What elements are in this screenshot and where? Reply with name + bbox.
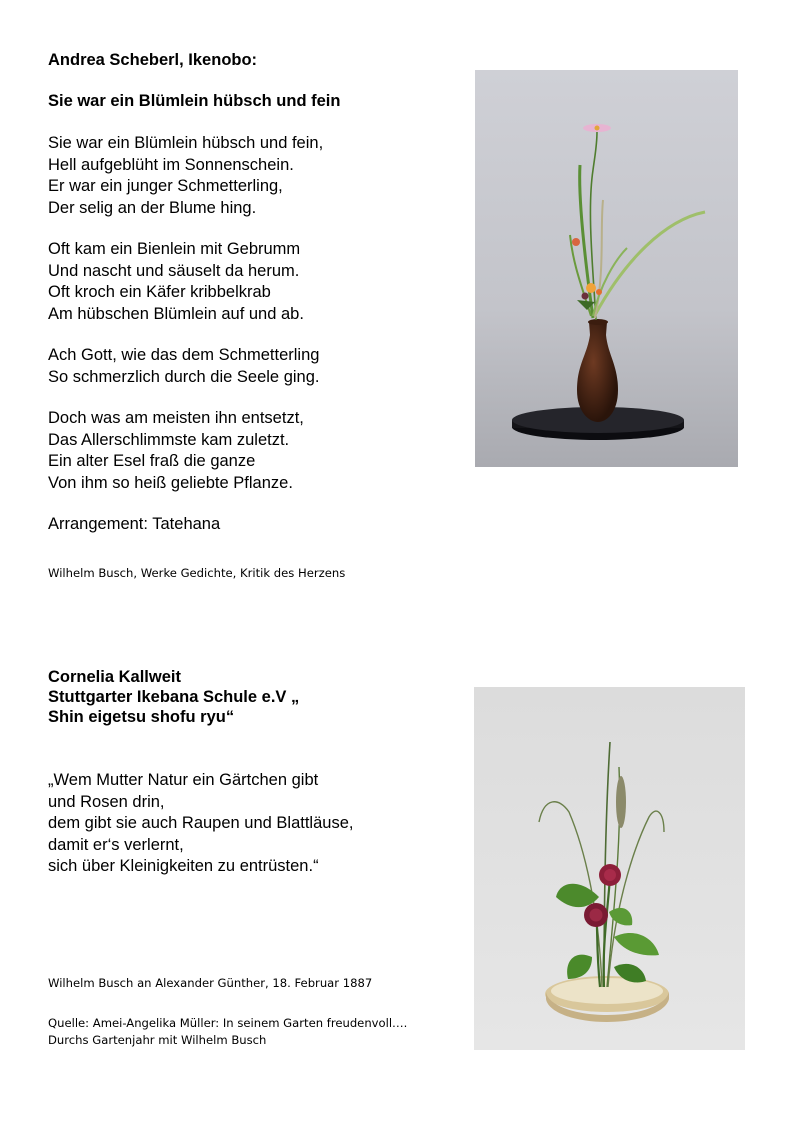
poem-line: Hell aufgeblüht im Sonnenschein.	[48, 155, 294, 174]
arrangement-note	[48, 514, 340, 536]
poem-line: Der selig an der Blume hing.	[48, 198, 257, 217]
heading-line: Stuttgarter Ikebana Schule e.V „	[48, 688, 300, 706]
poem-line: So schmerzlich durch die Seele ging.	[48, 367, 320, 386]
quote-line: sich über Kleinigkeiten zu entrüsten.“	[48, 857, 319, 875]
poem-line: Er war ein junger Schmetterling,	[48, 177, 283, 195]
poem	[48, 133, 340, 536]
poem-line: Das Allerschlimmste kam zuletzt.	[48, 430, 290, 449]
heading-line: Shin eigetsu shofu ryu“	[48, 708, 235, 726]
poem-line: Oft kam ein Bienlein mit Gebrumm	[48, 240, 301, 258]
poem-line: Von ihm so heiß geliebte Pflanze.	[48, 473, 293, 492]
stanza	[48, 345, 340, 388]
poem-line: Ein alter Esel fraß die ganze	[48, 452, 256, 470]
quote-line: „Wem Mutter Natur ein Gärtchen gibt	[48, 771, 319, 789]
stanza	[48, 408, 340, 494]
stanza	[48, 133, 340, 219]
poem-line: Doch was am meisten ihn entsetzt,	[48, 409, 304, 427]
rose-upper	[599, 864, 621, 886]
quote-source: Wilhelm Busch an Alexander Günther, 18. Februar 1887	[48, 976, 373, 990]
stanza	[48, 239, 340, 325]
section-2	[48, 667, 353, 878]
poem-line: Und nascht und säuselt da herum.	[48, 261, 300, 280]
rose-lower	[584, 903, 608, 927]
quote-line: damit er‘s verlernt,	[48, 835, 184, 854]
quote-line: dem gibt sie auch Raupen und Blattläuse,	[48, 814, 354, 832]
reference-line: Quelle: Amei-Angelika Müller: In seinem Garten freudenvoll….	[48, 1016, 408, 1030]
author-heading: Andrea Scheberl, Ikenobo:	[48, 51, 258, 69]
reference	[48, 1015, 407, 1049]
poem-source: Wilhelm Busch, Werke Gedichte, Kritik des Herzens	[48, 566, 346, 580]
rose-arrangement-photo	[474, 687, 745, 1050]
section-1	[48, 50, 340, 536]
poem-title: Sie war ein Blümlein hübsch und fein	[48, 92, 341, 110]
author-heading	[48, 667, 353, 727]
tatehana-photo	[475, 70, 738, 467]
quote-line: und Rosen drin,	[48, 792, 165, 811]
cosmos-flower	[583, 124, 611, 132]
quote	[48, 770, 353, 878]
poem-line: Ach Gott, wie das dem Schmetterling	[48, 346, 320, 364]
poem-line: Am hübschen Blümlein auf und ab.	[48, 304, 304, 323]
reference-line: Durchs Gartenjahr mit Wilhelm Busch	[48, 1033, 267, 1047]
arrangement-label: Arrangement: Tatehana	[48, 515, 221, 533]
poem-line: Sie war ein Blümlein hübsch und fein,	[48, 134, 324, 152]
poem-line: Oft kroch ein Käfer kribbelkrab	[48, 283, 271, 301]
heading-line: Cornelia Kallweit	[48, 668, 181, 686]
